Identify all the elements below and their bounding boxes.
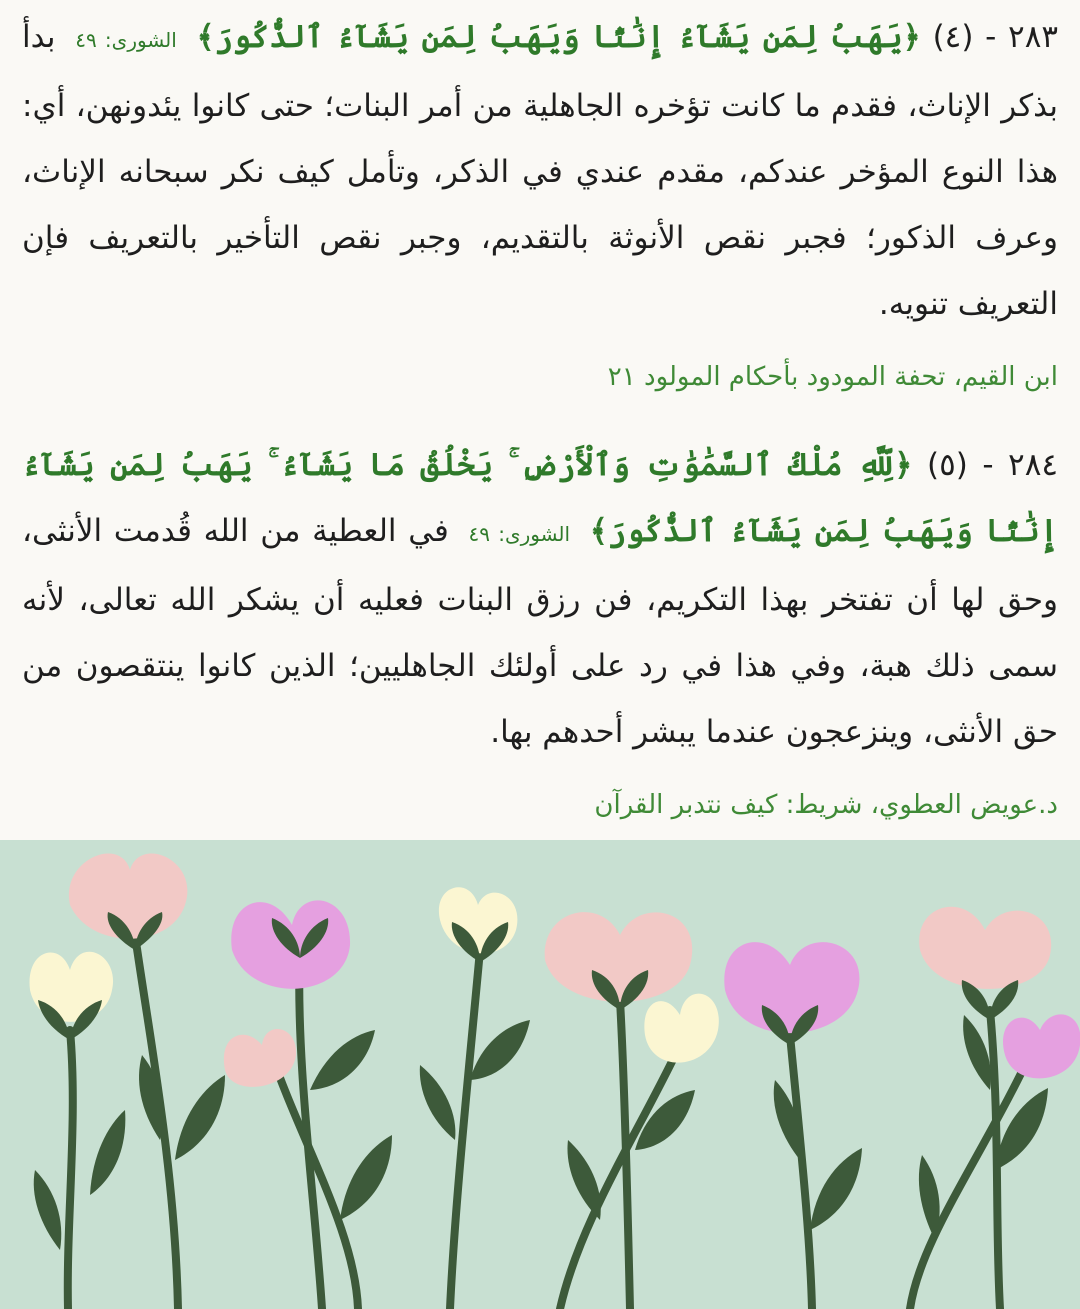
pink-flower bbox=[545, 912, 693, 1002]
magenta-flower bbox=[1003, 1014, 1080, 1078]
entry-number: ٢٨٣ - (٤) bbox=[932, 19, 1058, 55]
entry-body: بدأ بذكر الإناث، فقدم ما كانت تؤخره الجاهلية من أمر البنات؛ حتى كانوا يئدونهن، أي: هذا النوع المؤخر عندكم، مقدم عندي في الذكر، وتأمل كيف نكر سبحانه الإناث، وعرف الذكور؛ فجبر نقص الأنوثة بالتقديم، وجبر نقص التأخير بالتعريف فإن التعريف تنويه. bbox=[22, 19, 1058, 322]
flower-illustration bbox=[0, 840, 1080, 1309]
entry-body: في العطية من الله قُدمت الأنثى، وحق لها أن تفتخر بهذا التكريم، فن رزق البنات فعليه أن يشكر الله تعالى، لأنه سمى ذلك هبة، وفي هذا في رد على أولئك الجاهليين؛ الذين كانوا ينتقصون من حق الأنثى، وينزعجون عندما يبشر أحدهم بها. bbox=[22, 513, 1058, 750]
flowers-svg bbox=[0, 840, 1080, 1309]
flower-heads bbox=[30, 854, 1080, 1087]
cream-flower bbox=[644, 994, 718, 1063]
quran-verse: ﴿يَهَبُ لِمَن يَشَآءُ إِنَٰثًا وَيَهَبُ لِمَن يَشَآءُ ٱلذُّكُورَ﴾ bbox=[196, 19, 921, 55]
entry-source: ابن القيم، تحفة المودود بأحكام المولود ٢١ bbox=[607, 362, 1058, 392]
pink-flower bbox=[224, 1029, 296, 1087]
entry-source: د.عويض العطوي، شريط: كيف نتدبر القرآن bbox=[594, 790, 1058, 820]
pink-flower bbox=[69, 854, 188, 939]
leaves bbox=[34, 912, 1048, 1250]
entry-283 bbox=[22, 4, 1058, 337]
cream-flower bbox=[439, 887, 517, 953]
quran-verse: ﴿لِّلَّهِ مُلْكُ ٱلسَّمَٰوَٰتِ وَٱلْأَرْضِ ۚ يَخْلُقُ مَا يَشَآءُ ۚ يَهَبُ لِمَن يَشَآءُ إِنَٰثًا وَيَهَبُ لِمَن يَشَآءُ ٱلذُّكُورَ﴾ bbox=[22, 447, 1059, 549]
entry-284 bbox=[22, 432, 1058, 765]
verse-reference: الشورى: ٤٩ bbox=[75, 28, 177, 52]
pink-flower bbox=[919, 907, 1051, 989]
verse-reference: الشورى: ٤٩ bbox=[468, 522, 571, 546]
entry-number: ٢٨٤ - (٥) bbox=[926, 447, 1058, 483]
magenta-flower bbox=[724, 942, 859, 1033]
